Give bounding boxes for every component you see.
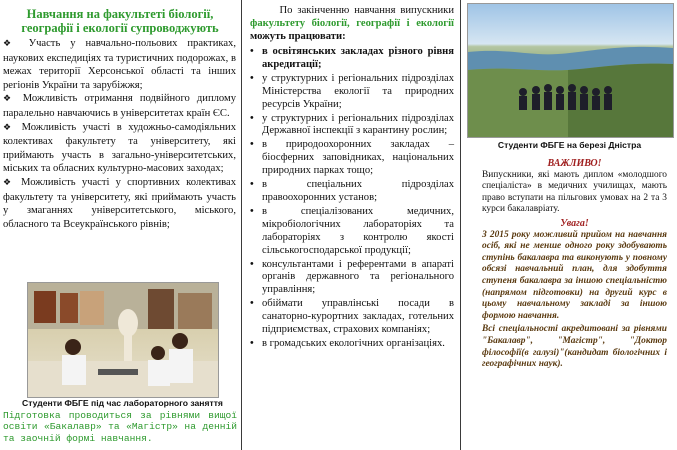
column-divider <box>241 0 242 450</box>
activity-item <box>3 176 236 231</box>
activity-text: Участь у навчально-польових практиках, наукових експедиціях та туристичних подорожах, в межах території Херсонської області та інших регіонів України та зарубіжжя; <box>3 38 236 91</box>
lab-photo <box>27 282 219 398</box>
lab-scene-image <box>28 283 218 397</box>
diamond-bullet-icon: ❖ <box>3 177 22 188</box>
attention-text: З 2015 року можливий прийом на навчання осіб, які не менше одного року здобувають ступінь бакалавра та виконують у повному обсязі навчальний план, для здобуття ступеня бакалавра за іншою спеціальністю (напрямом підготовки) на другий курс в цьому навчальному закладі за іншою формою навчання. <box>482 229 667 321</box>
faculty-name: факультету біології, географії і екології <box>250 18 454 29</box>
specialties-text: Всі спеціальності акредитовані за рівнями "Бакалавр", "Магістр", "Доктор філософії(в галузі)"(кандидат біологічних і географічних наук). <box>482 324 667 370</box>
left-column <box>0 0 240 450</box>
career-item: • обіймати управлінські посади в санаторно-курортних закладах, готельних підприємствах, страхових компаніях; <box>250 298 454 337</box>
important-text: Випускники, які мають диплом «молодшого спеціаліста» в медичних училищах, мають право вступати на пільгових умовах на 2 та 3 курси бакалавріату. <box>482 169 667 215</box>
river-photo <box>467 3 674 138</box>
career-item: • в спеціальних підрозділах правоохоронних установ; <box>250 179 454 205</box>
lab-photo-caption: Студенти ФБГЕ під час лабораторного заняття <box>22 398 223 408</box>
career-item: • у структурних і регіональних підрозділах Міністерства екології та природних ресурсів України; <box>250 73 454 112</box>
career-item: • консультантами і референтами в апараті органів державного та регіонального управління; <box>250 259 454 298</box>
career-item: • в природоохоронних закладах – біосферних заповідниках, національних природних парках тощо; <box>250 139 454 178</box>
education-levels-note: Підготовка проводиться за рівнями вищої освіти «Бакалавр» та «Магістр» на денній та заочній формі навчання. <box>3 410 237 444</box>
middle-column <box>244 0 458 450</box>
diamond-bullet-icon: ❖ <box>3 122 22 133</box>
attention-title: Увага! <box>560 217 589 229</box>
career-item: • у структурних і регіональних підрозділах Державної інспекції з карантину рослин; <box>250 113 454 139</box>
intro-can-work: можуть працювати: <box>250 31 346 42</box>
column-divider <box>460 0 461 450</box>
important-title: ВАЖЛИВО! <box>547 158 602 169</box>
activity-item <box>3 37 236 92</box>
right-column <box>462 0 677 450</box>
career-item: • в освітянських закладах різного рівня акредитації; <box>250 46 454 72</box>
career-list <box>250 46 454 351</box>
training-heading: Навчання на факультеті біології, географії і екології супроводжують <box>21 7 219 35</box>
career-item: • в громадських екологічних організаціях. <box>250 338 454 351</box>
career-item: • в спеціалізованих медичних, мікробіологічних лабораторіях та лабораторіях з контролю якості сільськогосподарської продукції; <box>250 206 454 258</box>
intro-text: По закінченню навчання випускники <box>279 5 454 16</box>
activity-text: Можливість отримання подвійного диплому паралельно навчаючись в університетах країн ЄС. <box>3 93 236 119</box>
activity-item <box>3 92 236 120</box>
important-notice <box>482 158 667 371</box>
career-intro <box>250 4 454 43</box>
diamond-bullet-icon: ❖ <box>3 39 29 49</box>
activity-text: Можливість участі в художньо-самодіяльних колективах факультету та університету, які приймають участь в загально-університетських, міських та обласних культурно-масових заходах; <box>3 121 236 175</box>
diamond-bullet-icon: ❖ <box>3 94 23 105</box>
river-photo-caption: Студенти ФБГЕ на березі Дністра <box>497 140 642 150</box>
dniester-river-image <box>468 4 673 137</box>
activity-item <box>3 121 236 176</box>
activities-list <box>3 37 236 231</box>
activity-text: Можливість участі у спортивних колективах факультету та університету, які приймають участь у змаганнях університетського, міського, обласного та Всеукраїнського рівнів; <box>3 176 237 230</box>
